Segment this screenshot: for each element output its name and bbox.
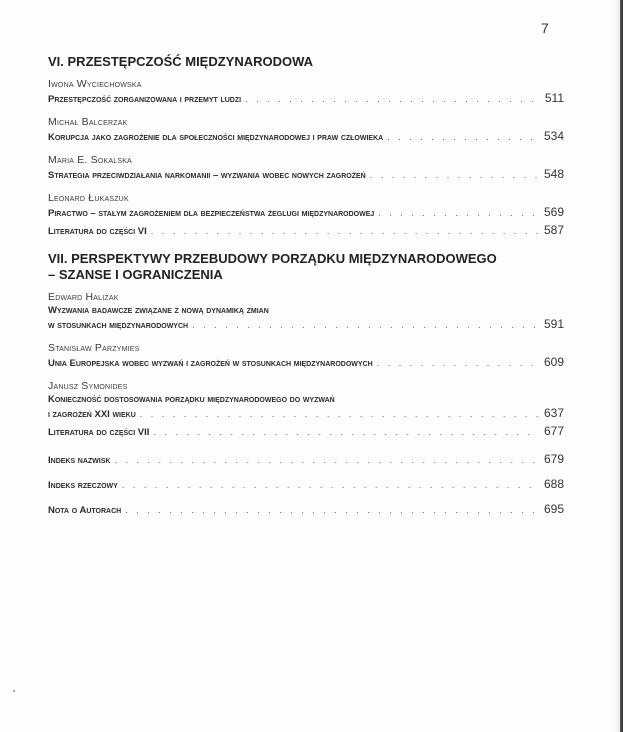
- entry-title-line: Konieczność dostosowania porządku międzynarodowego do wyzwań: [48, 394, 335, 405]
- entry-title: w stosunkach międzynarodowych: [48, 320, 189, 331]
- dot-leader: [151, 224, 538, 239]
- entry-author: Iwona Wyciechowska: [48, 78, 142, 90]
- entry-author: Maria E. Sokalska: [48, 154, 132, 166]
- toc-standalone-entry: [48, 502, 564, 518]
- entry-title-line: Wyzwania badawcze związane z nową dynamiką zmian: [48, 305, 269, 316]
- entry-line: [48, 317, 564, 333]
- part-title-line: VI. PRZESTĘPCZOŚĆ MIĘDZYNARODOWA: [48, 54, 314, 69]
- literature-line: [48, 424, 564, 440]
- dot-leader: [245, 92, 538, 107]
- literature-line: [48, 223, 564, 239]
- dot-leader: [153, 425, 538, 440]
- entry-author: Stanisław Parzymies: [48, 342, 140, 354]
- part-title-line: VII. PERSPEKTYWY PRZEBUDOWY PORZĄDKU MIĘDZYNARODOWEGO: [48, 251, 497, 266]
- dot-leader: [114, 453, 538, 468]
- standalone-page: 695: [543, 502, 564, 516]
- entry-title: Strategia przeciwdziałania narkomanii – wyzwania wobec nowych zagrożeń: [48, 170, 366, 181]
- dot-leader: [122, 478, 538, 493]
- dot-leader: [377, 356, 538, 371]
- dot-leader: [387, 130, 538, 145]
- dot-leader: [370, 168, 538, 183]
- entry-title: Unia Europejska wobec wyzwań i zagrożeń w stosunkach międzynarodowych: [48, 358, 373, 369]
- standalone-label: Indeks rzeczowy: [48, 480, 118, 491]
- toc-entry: [48, 78, 564, 107]
- entry-title: Piractwo – stałym zagrożeniem dla bezpieczeństwa żeglugi międzynarodowej: [48, 208, 375, 219]
- toc-part-vii: [48, 251, 564, 440]
- toc-entry: [48, 154, 564, 183]
- entry-line: [48, 129, 564, 145]
- entry-author: Edward Haliżak: [48, 291, 119, 303]
- page-number: 7: [541, 20, 549, 36]
- literature-page: 677: [543, 424, 564, 438]
- toc-entry: [48, 192, 564, 221]
- dot-leader: [378, 206, 538, 221]
- dot-leader: [140, 407, 538, 422]
- entry-line: [48, 406, 564, 422]
- toc-part-vi: [48, 54, 564, 239]
- entry-title: i zagrożeń XXI wieku: [48, 409, 136, 420]
- dot-leader: [192, 318, 538, 333]
- entry-line: [48, 205, 564, 221]
- dot-leader: [125, 503, 538, 518]
- toc-entry: [48, 380, 564, 422]
- entry-page: 569: [543, 205, 564, 219]
- scan-speck: [13, 690, 15, 692]
- part-title-line: – SZANSE I OGRANICZENIA: [48, 267, 223, 282]
- part-title: [48, 54, 564, 70]
- entry-page: 534: [543, 129, 564, 143]
- scan-edge: [620, 0, 623, 732]
- standalone-page: 679: [543, 452, 564, 466]
- entry-page: 511: [544, 91, 564, 105]
- entry-page: 548: [543, 167, 564, 181]
- entry-author: Michał Balcerzak: [48, 116, 128, 128]
- part-title: [48, 251, 564, 283]
- entry-title: Przestępczość zorganizowana i przemyt ludzi: [48, 94, 242, 105]
- entry-line: [48, 91, 564, 107]
- table-of-contents: [48, 54, 564, 527]
- entry-line: [48, 355, 564, 371]
- toc-standalone-entry: [48, 452, 564, 468]
- literature-label: Literatura do części VII: [48, 427, 150, 438]
- entry-author: Leonard Łukaszuk: [48, 192, 129, 204]
- standalone-label: Nota o Autorach: [48, 505, 122, 516]
- entry-title: Korupcja jako zagrożenie dla społeczności międzynarodowej i praw człowieka: [48, 132, 384, 143]
- entry-author: Janusz Symonides: [48, 380, 128, 392]
- toc-entry: [48, 342, 564, 371]
- entry-page: 591: [543, 317, 564, 331]
- toc-entry: [48, 291, 564, 333]
- entry-page: 637: [543, 406, 564, 420]
- literature-label: Literatura do części VI: [48, 226, 147, 237]
- literature-page: 587: [543, 223, 564, 237]
- toc-standalone-entry: [48, 477, 564, 493]
- standalone-label: Indeks nazwisk: [48, 455, 111, 466]
- entry-page: 609: [543, 355, 564, 369]
- entry-line: [48, 167, 564, 183]
- toc-entry: [48, 116, 564, 145]
- standalone-page: 688: [543, 477, 564, 491]
